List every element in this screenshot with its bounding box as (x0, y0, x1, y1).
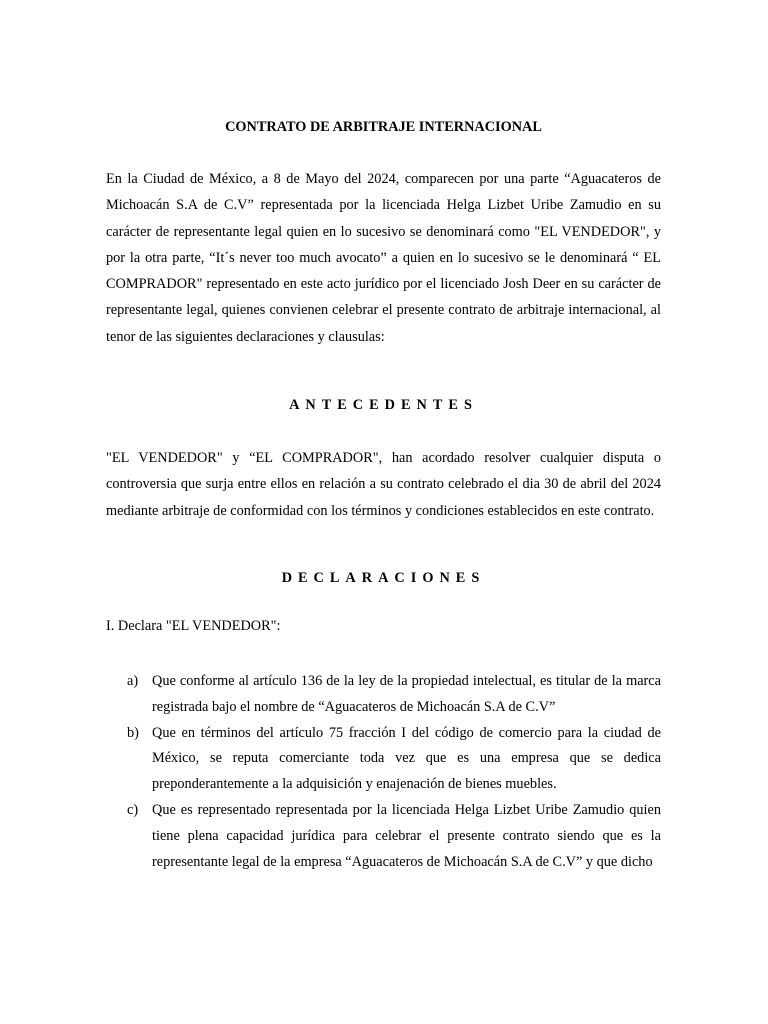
declaraciones-heading: DECLARACIONES (281, 569, 486, 586)
list-item (106, 798, 661, 875)
document-body (106, 116, 661, 875)
list-item (106, 669, 661, 721)
list-item-text: Que conforme al artículo 136 de la ley de la propiedad intelectual, es titular de la marca registrada bajo el nombre de “Aguacateros de Michoacán S.A de C.V” (152, 672, 661, 715)
list-item-text: Que en términos del artículo 75 fracción I del código de comercio para la ciudad de México, se reputa comerciante toda vez que es una empresa que se dedica preponderantemente a la adquisición y enajenación de bienes muebles. (152, 724, 661, 793)
declaraciones-list (106, 669, 661, 875)
antecedentes-paragraph: "EL VENDEDOR" y “EL COMPRADOR", han acordado resolver cualquier disputa o controversia que surja entre ellos en relación a su contrato celebrado el dia 30 de abril del 2024 mediante arbitraje de conformidad con los términos y condiciones establecidos en este contrato. (106, 450, 661, 519)
document-title: CONTRATO DE ARBITRAJE INTERNACIONAL (225, 119, 542, 135)
declaraciones-intro: I. Declara "EL VENDEDOR": (106, 617, 281, 634)
list-item (106, 721, 661, 798)
list-item-marker: b) (127, 724, 139, 741)
antecedentes-heading: ANTECEDENTES (289, 397, 478, 414)
intro-paragraph: En la Ciudad de México, a 8 de Mayo del 2024, comparecen por una parte “Aguacateros de Michoacán S.A de C.V” representada por la licenciada Helga Lizbet Uribe Zamudio en su carácter de representante legal quien en lo sucesivo se denominará como "EL VENDEDOR", y por la otra parte, “It´s never too much avocato” a quien en lo sucesivo se le denominará “ EL COMPRADOR" representado en este acto jurídico por el licenciado Josh Deer en su carácter de representante legal, quienes convienen celebrar el presente contrato de arbitraje internacional, al tenor de las siguientes declaraciones y clausulas: (106, 171, 661, 345)
list-item-marker: a) (127, 672, 139, 689)
list-item-marker: c) (127, 801, 139, 818)
list-item-text: Que es representado representada por la licenciada Helga Lizbet Uribe Zamudio quien tiene plena capacidad jurídica para celebrar el presente contrato siendo que es la representante legal de la empresa “Aguacateros de Michoacán S.A de C.V” y que dicho (152, 801, 661, 870)
